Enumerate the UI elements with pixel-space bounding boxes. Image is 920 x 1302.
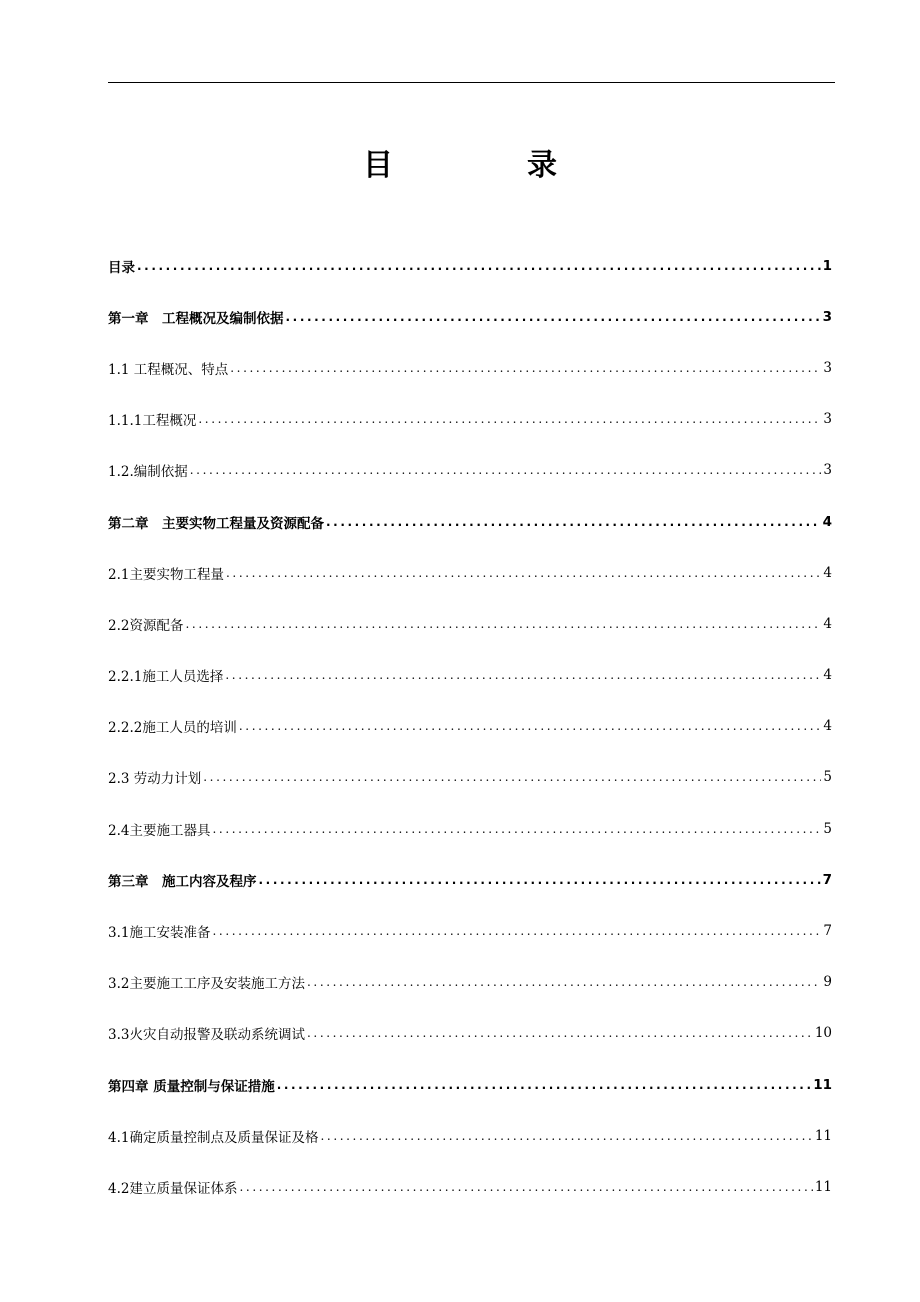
toc-entry-text: 目录: [108, 259, 135, 276]
toc-entry[interactable]: [108, 1110, 832, 1161]
toc-entry-text: 3.1施工安装准备: [108, 925, 211, 942]
toc-entry-text: 3.3火灾自动报警及联动系统调试: [108, 1027, 305, 1044]
toc-entry[interactable]: [108, 598, 832, 649]
toc-page-number: 4: [823, 718, 832, 735]
toc-page-number: 4: [823, 564, 832, 581]
toc-page-number: 1: [822, 257, 832, 274]
toc-dot-leader: [190, 463, 822, 477]
toc-entry[interactable]: [108, 291, 832, 342]
toc-entry-text: 第二章 主要实物工程量及资源配备: [108, 515, 324, 532]
toc-dot-leader: [277, 1078, 812, 1092]
toc-dot-leader: [239, 719, 822, 733]
toc-entry-text: 2.3 劳动力计划: [108, 771, 202, 788]
toc-dot-leader: [225, 668, 821, 682]
toc-page-number: 3: [822, 308, 832, 325]
toc-page-number: 4: [823, 615, 832, 632]
toc-entry-text: 第三章 施工内容及程序: [108, 873, 257, 890]
toc-dot-leader: [307, 975, 821, 989]
toc-entry-text: 1.1.1工程概况: [108, 413, 197, 430]
toc-page-number: 3: [823, 411, 832, 428]
toc-dot-leader: [259, 873, 821, 887]
toc-page-number: 5: [823, 820, 832, 837]
toc-dot-leader: [137, 259, 821, 273]
toc-entry[interactable]: [108, 957, 832, 1008]
toc-title: 目 录: [363, 148, 609, 183]
toc-page-number: 3: [823, 462, 832, 479]
toc-dot-leader: [212, 822, 821, 836]
toc-entry[interactable]: [108, 240, 832, 291]
toc-dot-leader: [320, 1129, 812, 1143]
toc-page-number: 4: [822, 513, 832, 530]
toc-entry-text: 2.4主要施工器具: [108, 822, 211, 839]
toc-entry[interactable]: [108, 394, 832, 445]
toc-entry-text: 第四章 质量控制与保证措施: [108, 1078, 275, 1095]
header-rule: [108, 82, 835, 83]
toc-dot-leader: [185, 617, 821, 631]
toc-entry[interactable]: [108, 905, 832, 956]
toc-dot-leader: [230, 361, 821, 375]
toc-entry-text: 2.2.2施工人员的培训: [108, 720, 237, 737]
toc-entry[interactable]: [108, 803, 832, 854]
toc-entry[interactable]: [108, 854, 832, 905]
toc-dot-leader: [198, 412, 821, 426]
toc-dot-leader: [326, 515, 821, 529]
toc-entry[interactable]: [108, 342, 832, 393]
toc-page-number: 11: [814, 1127, 832, 1144]
toc-entry[interactable]: [108, 752, 832, 803]
toc-entry-text: 4.1确定质量控制点及质量保证及格: [108, 1129, 319, 1146]
toc-entry[interactable]: [108, 1161, 832, 1212]
toc-entry-text: 4.2建立质量保证体系: [108, 1180, 238, 1197]
toc-entry[interactable]: [108, 445, 832, 496]
toc-entry-text: 1.1 工程概况、特点: [108, 361, 229, 378]
toc-entry-text: 1.2.编制依据: [108, 464, 188, 481]
toc-entry[interactable]: [108, 547, 832, 598]
toc-page-number: 5: [823, 769, 832, 786]
toc-entry-text: 2.2.1施工人员选择: [108, 669, 224, 686]
toc-page-number: 9: [823, 974, 832, 991]
toc-page-number: 11: [813, 1076, 832, 1093]
toc-page-number: 3: [823, 359, 832, 376]
toc-entry[interactable]: [108, 1008, 832, 1059]
toc-dot-leader: [239, 1180, 812, 1194]
toc-dot-leader: [307, 1026, 813, 1040]
toc-entry[interactable]: [108, 1059, 832, 1110]
toc-page-number: 7: [823, 923, 832, 940]
toc-dot-leader: [212, 924, 821, 938]
toc-entry[interactable]: [108, 650, 832, 701]
toc-entry-text: 3.2主要施工工序及安装施工方法: [108, 976, 305, 993]
toc-dot-leader: [203, 770, 821, 784]
toc-entry-text: 第一章 工程概况及编制依据: [108, 310, 284, 327]
toc-page-number: 11: [814, 1178, 832, 1195]
toc-page-number: 7: [822, 871, 832, 888]
toc-entry-text: 2.2资源配备: [108, 617, 184, 634]
toc-entry[interactable]: [108, 701, 832, 752]
toc-page-number: 10: [814, 1025, 832, 1042]
toc-dot-leader: [226, 566, 821, 580]
table-of-contents: [108, 240, 832, 1213]
toc-dot-leader: [286, 310, 821, 324]
toc-entry-text: 2.1主要实物工程量: [108, 566, 224, 583]
toc-entry[interactable]: [108, 496, 832, 547]
toc-page-number: 4: [823, 667, 832, 684]
